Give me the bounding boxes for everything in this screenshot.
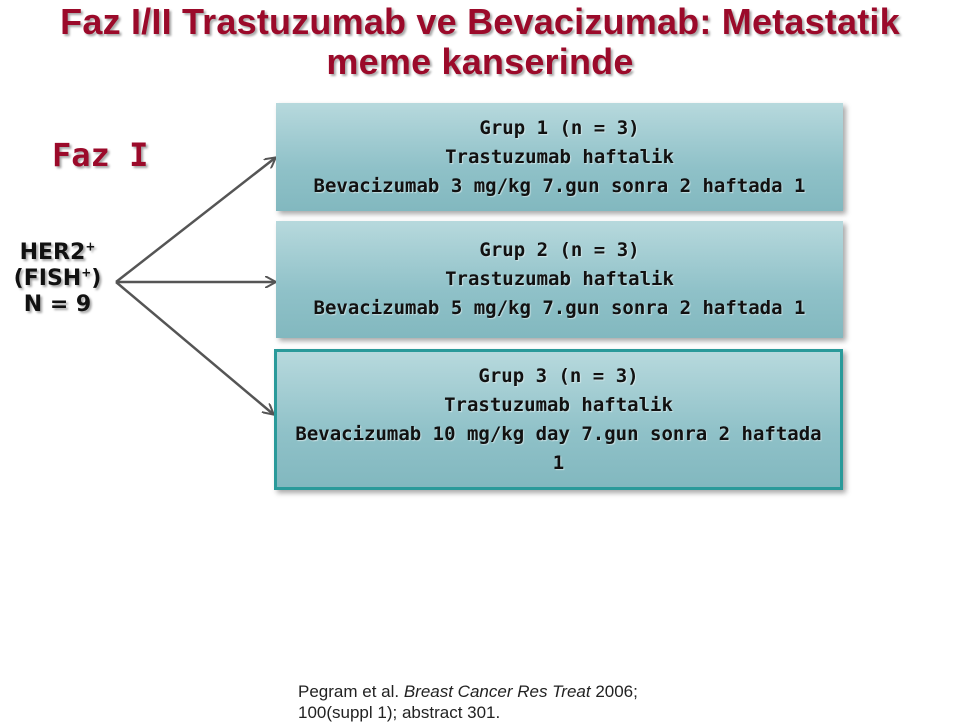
her2-text: HER2 [19, 240, 86, 265]
group-2-title: Grup 2 (n = 3) [479, 239, 640, 261]
fish-close-paren: ) [91, 266, 102, 291]
arrow-to-group-3 [116, 282, 273, 414]
group-3-drug-3: 1 [552, 451, 565, 474]
group-3-drug-2: Bevacizumab 10 mg/kg day 7.gun sonra 2 haftada [295, 422, 822, 445]
group-2-drug-1: Trastuzumab haftalik [445, 268, 674, 290]
her2-superscript: + [85, 239, 96, 254]
reference-line-1 [298, 681, 638, 702]
group-3-title: Grup 3 (n = 3) [478, 364, 639, 387]
reference-line-2: 100(suppl 1); abstract 301. [298, 703, 501, 722]
n-line: N = 9 [23, 292, 92, 317]
title-line-2: meme kanserinde [326, 41, 634, 82]
group-3-box [274, 349, 843, 490]
group-3-drug-1: Trastuzumab haftalik [444, 393, 673, 416]
arrow-to-group-1 [116, 158, 275, 282]
fish-text: (FISH [13, 266, 82, 291]
title-line-1: Faz I/II Trastuzumab ve Bevacizumab: Metastatik [60, 1, 900, 42]
group-1-drug-1: Trastuzumab haftalik [445, 145, 674, 168]
group-1-drug-2: Bevacizumab 3 mg/kg 7.gun sonra 2 haftada 1 [313, 174, 806, 197]
group-2-box [276, 221, 843, 338]
phase-label: Faz I [52, 136, 149, 174]
reference-citation [298, 681, 638, 723]
reference-year: 2006; [590, 682, 638, 701]
group-1-box [276, 103, 843, 211]
fish-superscript: + [81, 265, 92, 280]
group-2-drug-2: Bevacizumab 5 mg/kg 7.gun sonra 2 haftada 1 [313, 297, 806, 319]
group-1-title: Grup 1 (n = 3) [479, 116, 640, 139]
reference-journal: Breast Cancer Res Treat [403, 682, 591, 701]
reference-authors: Pegram et al. [298, 682, 404, 701]
